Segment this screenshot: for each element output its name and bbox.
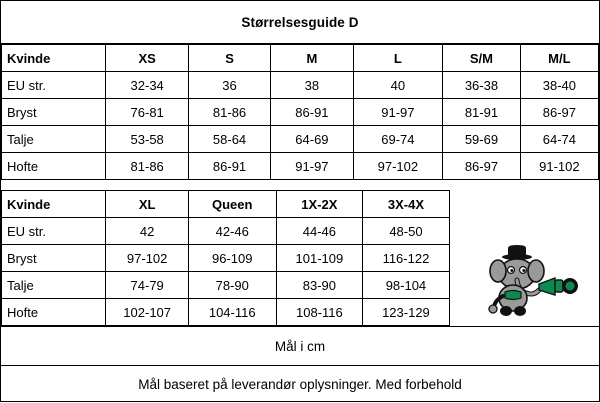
mascot-cell bbox=[449, 245, 598, 272]
tables-area bbox=[1, 44, 599, 326]
column-header-3x4x: 3X-4X bbox=[363, 191, 450, 218]
table-row bbox=[2, 153, 599, 180]
table-row bbox=[2, 218, 599, 245]
cell: 32-34 bbox=[106, 72, 188, 99]
cell: 36 bbox=[188, 72, 270, 99]
cell: 104-116 bbox=[188, 299, 276, 326]
table-header-row bbox=[2, 45, 599, 72]
cell: 48-50 bbox=[363, 218, 450, 245]
cell: 38 bbox=[271, 72, 353, 99]
table-row bbox=[2, 299, 599, 326]
row-header-talje: Talje bbox=[2, 272, 106, 299]
cell: 58-64 bbox=[188, 126, 270, 153]
footer-note-text: Mål baseret på leverandør oplysninger. Med forbehold bbox=[138, 377, 462, 392]
cell: 42 bbox=[106, 218, 188, 245]
cell: 83-90 bbox=[276, 272, 363, 299]
table-spacer bbox=[1, 180, 599, 190]
cell: 36-38 bbox=[443, 72, 521, 99]
row-header-bryst: Bryst bbox=[2, 245, 106, 272]
table-row bbox=[2, 245, 599, 272]
column-header-sm: S/M bbox=[443, 45, 521, 72]
cell: 59-69 bbox=[443, 126, 521, 153]
table-row bbox=[2, 126, 599, 153]
cell: 44-46 bbox=[276, 218, 363, 245]
column-header-xs: XS bbox=[106, 45, 188, 72]
cell: 42-46 bbox=[188, 218, 276, 245]
size-table-plus bbox=[1, 190, 599, 326]
cell: 40 bbox=[353, 72, 443, 99]
cell: 38-40 bbox=[520, 72, 598, 99]
cell: 97-102 bbox=[353, 153, 443, 180]
cell: 91-102 bbox=[520, 153, 598, 180]
cell: 86-91 bbox=[271, 99, 353, 126]
row-header-hofte: Hofte bbox=[2, 299, 106, 326]
cell: 116-122 bbox=[363, 245, 450, 272]
row-header-eu: EU str. bbox=[2, 218, 106, 245]
row-header-bryst: Bryst bbox=[2, 99, 106, 126]
cell: 76-81 bbox=[106, 99, 188, 126]
cell: 78-90 bbox=[188, 272, 276, 299]
cell: 53-58 bbox=[106, 126, 188, 153]
column-header-l: L bbox=[353, 45, 443, 72]
page-title: Størrelsesguide D bbox=[241, 14, 359, 30]
footer-unit-text: Mål i cm bbox=[274, 338, 326, 354]
row-header-eu: EU str. bbox=[2, 72, 106, 99]
cell: 101-109 bbox=[276, 245, 363, 272]
column-header-1x2x: 1X-2X bbox=[276, 191, 363, 218]
column-header-s: S bbox=[188, 45, 270, 72]
size-table-standard bbox=[1, 44, 599, 180]
column-header-m: M bbox=[271, 45, 353, 72]
cell: 102-107 bbox=[106, 299, 188, 326]
mascot-cell bbox=[449, 299, 598, 326]
cell: 86-97 bbox=[520, 99, 598, 126]
footer-note-row bbox=[1, 365, 599, 403]
cell: 108-116 bbox=[276, 299, 363, 326]
table-row bbox=[2, 272, 599, 299]
cell: 74-79 bbox=[106, 272, 188, 299]
cell: 81-86 bbox=[188, 99, 270, 126]
table-row bbox=[2, 72, 599, 99]
cell: 98-104 bbox=[363, 272, 450, 299]
row-header-hofte: Hofte bbox=[2, 153, 106, 180]
footer-unit-row bbox=[1, 326, 599, 365]
table-row bbox=[2, 99, 599, 126]
column-header-queen: Queen bbox=[188, 191, 276, 218]
cell: 86-97 bbox=[443, 153, 521, 180]
cell: 81-91 bbox=[443, 99, 521, 126]
cell: 86-91 bbox=[188, 153, 270, 180]
cell: 64-74 bbox=[520, 126, 598, 153]
mascot-cell bbox=[449, 218, 598, 245]
table-header-row bbox=[2, 191, 599, 218]
mascot-cell bbox=[449, 272, 598, 299]
cell: 97-102 bbox=[106, 245, 188, 272]
column-header-xl: XL bbox=[106, 191, 188, 218]
cell: 91-97 bbox=[271, 153, 353, 180]
cell: 91-97 bbox=[353, 99, 443, 126]
cell: 123-129 bbox=[363, 299, 450, 326]
cell: 69-74 bbox=[353, 126, 443, 153]
row-header-talje: Talje bbox=[2, 126, 106, 153]
cell: 96-109 bbox=[188, 245, 276, 272]
cell: 81-86 bbox=[106, 153, 188, 180]
column-header-ml: M/L bbox=[520, 45, 598, 72]
mascot-cell bbox=[449, 191, 598, 218]
cell: 64-69 bbox=[271, 126, 353, 153]
column-header-label: Kvinde bbox=[2, 45, 106, 72]
document-title-bar bbox=[1, 1, 599, 44]
column-header-label: Kvinde bbox=[2, 191, 106, 218]
